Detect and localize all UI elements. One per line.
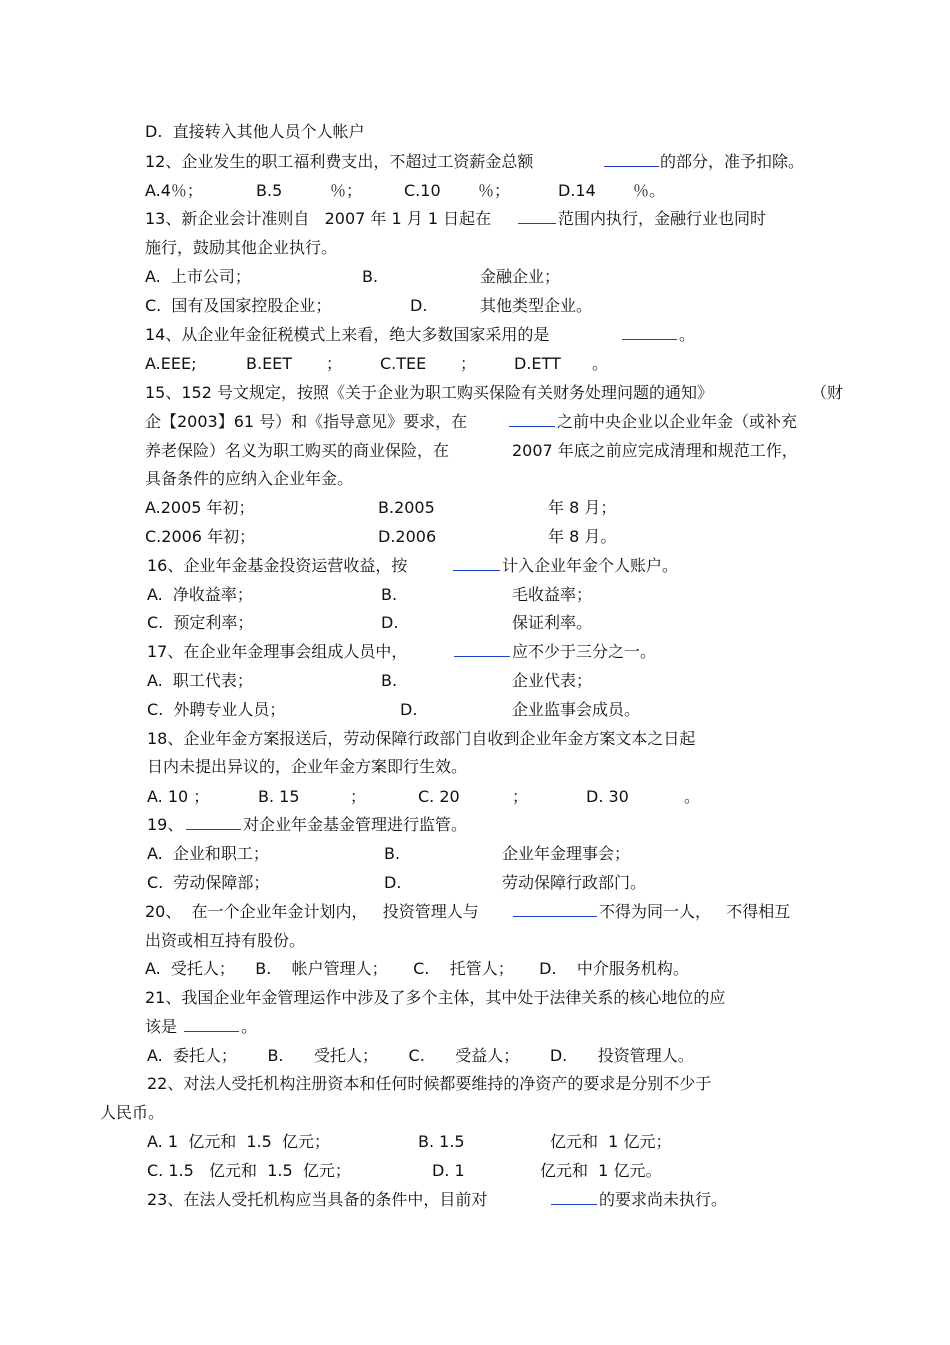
option-d: D. 1 <box>432 1161 465 1180</box>
option-b-letter: B. <box>362 267 379 286</box>
option-c: C.2006 年初； <box>145 527 256 546</box>
question-13-text-cont: 施行，鼓励其他企业执行。 <box>145 238 338 257</box>
option-d: D.2006 <box>378 527 437 546</box>
question-22-text: 22、对法人受托机构注册资本和任何时候都要维持的净资产的要求是分别不少于 <box>147 1074 712 1093</box>
option-b: B. 1.5 <box>418 1132 465 1151</box>
question-17-text-end: 应不少于三分之一。 <box>512 642 657 661</box>
option-b-letter: B. <box>381 585 398 604</box>
question-12-text: 12、企业发生的职工福利费支出，不超过工资薪金总额 <box>145 152 534 171</box>
question-19-number: 19、 <box>147 815 184 834</box>
question-13-text: 13、新企业会计准则自 2007 年 1 月 1 日起在 <box>145 209 492 228</box>
question-15-text-end: （财 <box>811 383 844 402</box>
option-a: A. 上市公司； <box>145 267 251 286</box>
question-13-text-end: 范围内执行，金融行业也同时 <box>558 209 767 228</box>
option-c: C. 国有及国家控股企业； <box>145 296 332 315</box>
option-d: 保证利率。 <box>512 613 593 632</box>
question-15-text-cont2: 之前中央企业以企业年金（或补充 <box>557 412 798 431</box>
option-b: B. 15 <box>258 787 300 806</box>
option-d-cont: 亿元和 1 亿元。 <box>540 1161 662 1180</box>
option-d-letter: D. <box>384 873 402 892</box>
question-20-options: A. 受托人； B. 帐户管理人； C. 托管人； D. 中介服务机构。 <box>145 959 689 978</box>
question-15-text: 15、152 号文规定，按照《关于企业为职工购买保险有关财务处理问题的通知》 <box>145 383 713 402</box>
option-d: 其他类型企业。 <box>480 296 593 315</box>
question-23-text: 23、在法人受托机构应当具备的条件中，目前对 <box>147 1190 488 1209</box>
option-b: B.EET <box>246 354 293 373</box>
option-a: A.2005 年初； <box>145 498 255 517</box>
option-d: D. 30 <box>586 787 629 806</box>
option-c-sep: ； <box>512 787 529 806</box>
question-20-text-end: 不得为同一人， 不得相互 <box>599 902 791 921</box>
answer-blank <box>622 325 677 345</box>
option-b-cont: 亿元和 1 亿元； <box>550 1132 672 1151</box>
question-16-text: 16、企业年金基金投资运营收益，按 <box>147 556 408 575</box>
question-21-text-end: 。 <box>241 1017 258 1036</box>
answer-blank <box>604 152 659 172</box>
option-b-sep: ； <box>350 787 367 806</box>
option-c: C. 劳动保障部； <box>147 873 270 892</box>
question-21-options: A. 委托人； B. 受托人； C. 受益人； D. 投资管理人。 <box>147 1046 694 1065</box>
option-d-sep: 。 <box>592 354 609 373</box>
question-18-text-cont: 日内未提出异议的，企业年金方案即行生效。 <box>147 757 468 776</box>
option-c-unit: ％； <box>478 181 511 200</box>
question-14-text: 14、从企业年金征税模式上来看，绝大多数国家采用的是 <box>145 325 550 344</box>
answer-blank <box>184 1017 239 1037</box>
question-20-text: 20、 在一个企业年金计划内， 投资管理人与 <box>145 902 479 921</box>
option-d-letter: D. <box>400 700 418 719</box>
option-a: A. 职工代表； <box>147 671 253 690</box>
option-d-unit: ％。 <box>633 181 666 200</box>
question-18-text: 18、企业年金方案报送后，劳动保障行政部门自收到企业年金方案文本之日起 <box>147 729 696 748</box>
question-15-text-cont5: 具备条件的应纳入企业年金。 <box>145 469 354 488</box>
question-12-text-end: 的部分，准予扣除。 <box>660 152 805 171</box>
option-c: C. 1.5 亿元和 1.5 亿元； <box>147 1161 351 1180</box>
question-15-text-cont: 企【2003】61 号）和《指导意见》要求，在 <box>145 412 468 431</box>
option-a: A.EEE; <box>145 354 197 373</box>
question-21-text: 21、我国企业年金管理运作中涉及了多个主体，其中处于法律关系的核心地位的应 <box>145 988 726 1007</box>
option-a: A. 企业和职工； <box>147 844 269 863</box>
option-d-letter: D. <box>410 296 428 315</box>
question-17-text: 17、在企业年金理事会组成人员中， <box>147 642 408 661</box>
option-b: 毛收益率； <box>512 585 593 604</box>
answer-blank <box>186 815 241 835</box>
option-b: 企业年金理事会； <box>502 844 631 863</box>
question-16-text-end: 计入企业年金个人账户。 <box>502 556 679 575</box>
option-c: C.10 <box>404 181 441 200</box>
option-b-cont: 年 8 月； <box>548 498 617 517</box>
option-c: C. 20 <box>418 787 460 806</box>
option-b-unit: ％； <box>330 181 363 200</box>
option-line: D. 直接转入其他人员个人帐户 <box>145 122 365 141</box>
option-c: C. 外聘专业人员； <box>147 700 286 719</box>
option-d: 劳动保障行政部门。 <box>502 873 647 892</box>
option-b: B.5 <box>256 181 283 200</box>
option-c: C.TEE <box>380 354 427 373</box>
option-a: A. 净收益率； <box>147 585 253 604</box>
option-d-sep: 。 <box>684 787 701 806</box>
option-d: D.ETT <box>514 354 561 373</box>
question-15-text-cont4: 2007 年底之前应完成清理和规范工作， <box>512 441 798 460</box>
question-22-text-cont: 人民币。 <box>100 1103 165 1122</box>
option-c-sep: ； <box>460 354 477 373</box>
option-b-sep: ； <box>326 354 343 373</box>
option-d: D.14 <box>558 181 596 200</box>
option-c: C. 预定利率； <box>147 613 254 632</box>
answer-blank <box>509 412 555 432</box>
option-d-letter: D. <box>381 613 399 632</box>
option-d: 企业监事会成员。 <box>512 700 641 719</box>
option-b-letter: B. <box>384 844 401 863</box>
option-b: 企业代表； <box>512 671 593 690</box>
answer-blank <box>551 1190 597 1210</box>
question-23-text-end: 的要求尚未执行。 <box>599 1190 728 1209</box>
option-b: 金融企业； <box>480 267 561 286</box>
option-a: A.4％； <box>145 181 203 200</box>
option-b-letter: B. <box>381 671 398 690</box>
answer-blank <box>513 902 597 922</box>
question-15-text-cont3: 养老保险）名义为职工购买的商业保险，在 <box>145 441 450 460</box>
question-14-text-end: 。 <box>679 325 696 344</box>
question-21-text-cont: 该是 <box>145 1017 178 1036</box>
answer-blank <box>518 209 556 229</box>
question-19-text: 对企业年金基金管理进行监管。 <box>243 815 468 834</box>
option-a: A. 1 亿元和 1.5 亿元； <box>147 1132 330 1151</box>
option-b: B.2005 <box>378 498 435 517</box>
option-d-cont: 年 8 月。 <box>548 527 617 546</box>
answer-blank <box>454 642 510 662</box>
question-20-text-cont: 出资或相互持有股份。 <box>145 931 306 950</box>
option-a: A. 10 ； <box>147 787 210 806</box>
answer-blank <box>453 556 500 576</box>
